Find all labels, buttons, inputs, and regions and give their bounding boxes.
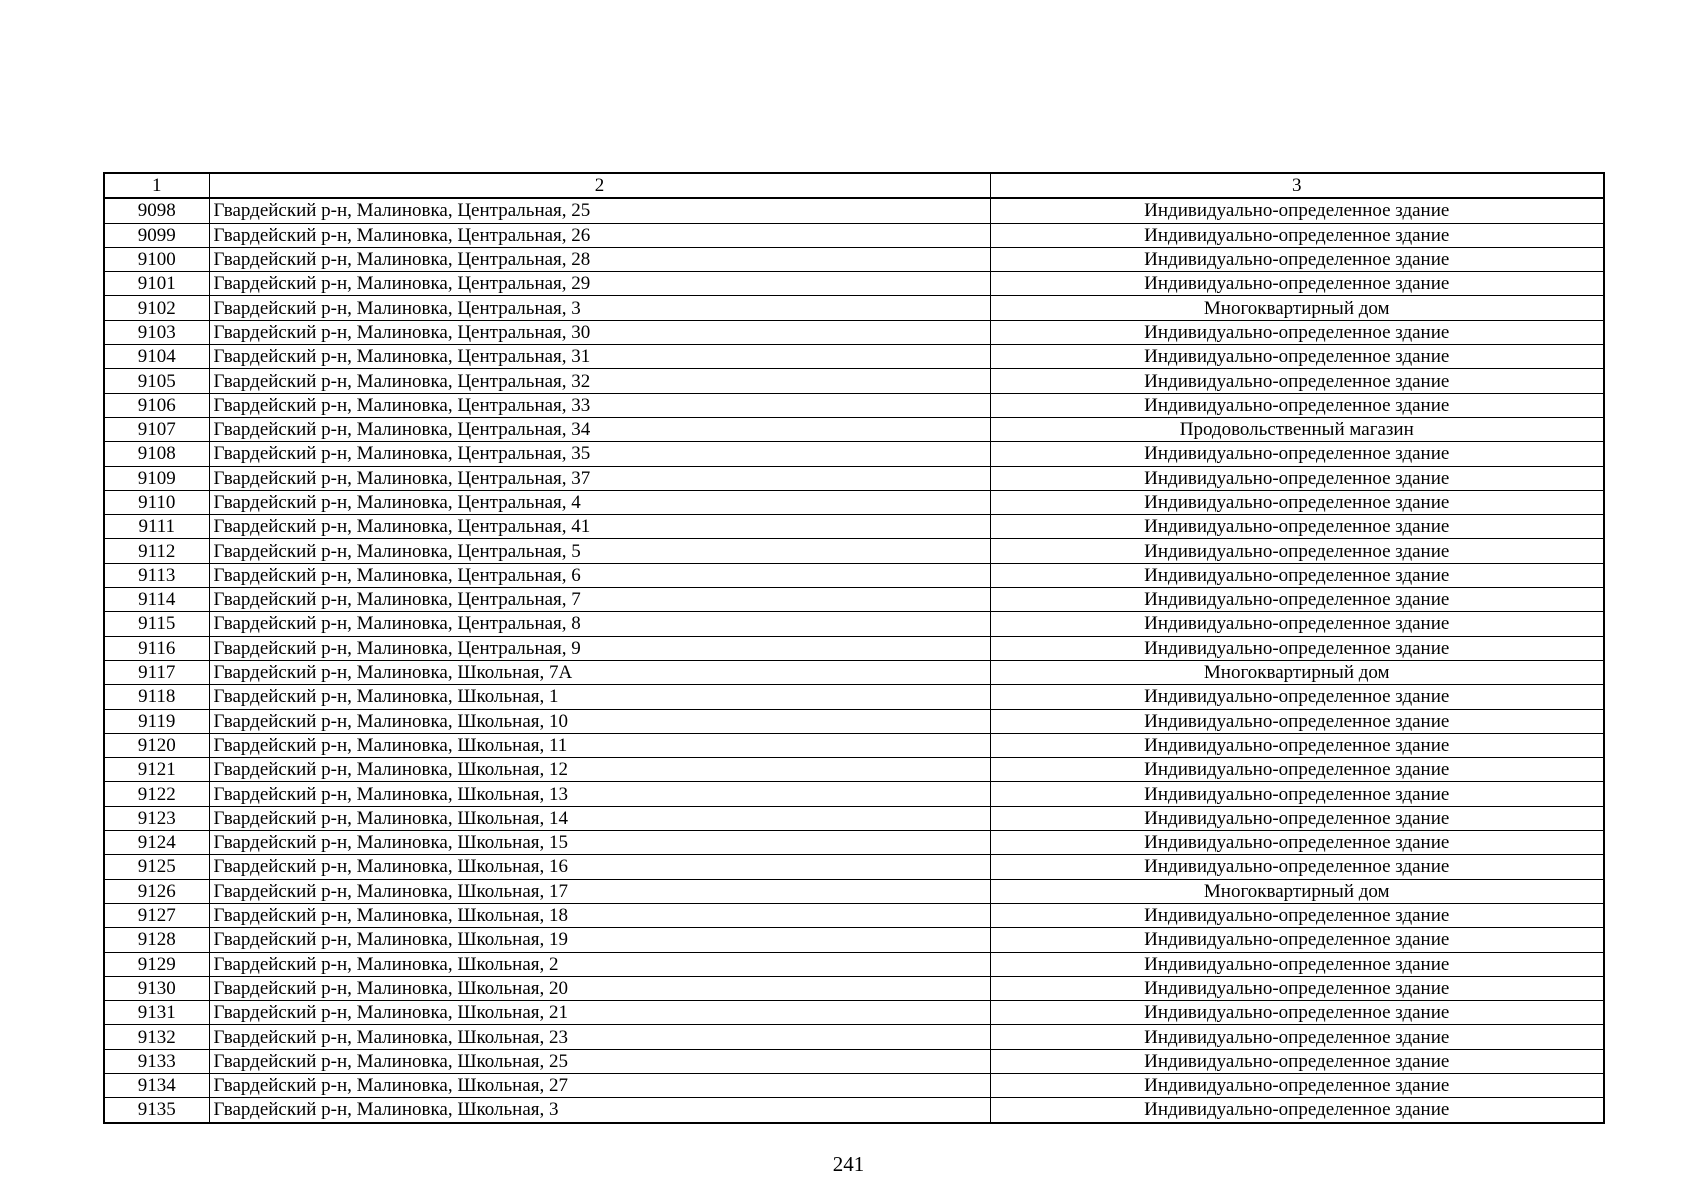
table-row [104, 223, 1604, 247]
address-cell: Гвардейский р-н, Малиновка, Центральная, 8 [209, 612, 990, 636]
table-row [104, 733, 1604, 757]
table-row [104, 903, 1604, 927]
row-number-cell: 9129 [104, 952, 209, 976]
address-cell: Гвардейский р-н, Малиновка, Школьная, 17 [209, 879, 990, 903]
row-number-cell: 9126 [104, 879, 209, 903]
address-cell: Гвардейский р-н, Малиновка, Школьная, 10 [209, 709, 990, 733]
address-cell: Гвардейский р-н, Малиновка, Центральная, 25 [209, 198, 990, 223]
address-cell: Гвардейский р-н, Малиновка, Школьная, 14 [209, 806, 990, 830]
object-type-cell: Индивидуально-определенное здание [990, 952, 1604, 976]
object-type-cell: Индивидуально-определенное здание [990, 733, 1604, 757]
address-cell: Гвардейский р-н, Малиновка, Центральная, 33 [209, 393, 990, 417]
object-type-cell: Индивидуально-определенное здание [990, 1098, 1604, 1123]
address-cell: Гвардейский р-н, Малиновка, Школьная, 21 [209, 1001, 990, 1025]
address-cell: Гвардейский р-н, Малиновка, Центральная, 29 [209, 272, 990, 296]
object-type-cell: Индивидуально-определенное здание [990, 1001, 1604, 1025]
address-cell: Гвардейский р-н, Малиновка, Центральная, 35 [209, 442, 990, 466]
table-row [104, 1025, 1604, 1049]
table-row [104, 272, 1604, 296]
address-cell: Гвардейский р-н, Малиновка, Центральная, 31 [209, 345, 990, 369]
object-type-cell: Индивидуально-определенное здание [990, 272, 1604, 296]
object-type-cell: Индивидуально-определенное здание [990, 806, 1604, 830]
column-header-number: 1 [104, 173, 209, 198]
row-number-cell: 9105 [104, 369, 209, 393]
object-type-cell: Индивидуально-определенное здание [990, 588, 1604, 612]
row-number-cell: 9112 [104, 539, 209, 563]
table-row [104, 393, 1604, 417]
address-cell: Гвардейский р-н, Малиновка, Школьная, 23 [209, 1025, 990, 1049]
table-row [104, 636, 1604, 660]
table-row [104, 1073, 1604, 1097]
object-type-cell: Многоквартирный дом [990, 660, 1604, 684]
object-type-cell: Продовольственный магазин [990, 417, 1604, 441]
address-cell: Гвардейский р-н, Малиновка, Центральная, 5 [209, 539, 990, 563]
row-number-cell: 9103 [104, 320, 209, 344]
address-cell: Гвардейский р-н, Малиновка, Школьная, 20 [209, 976, 990, 1000]
table-row [104, 1049, 1604, 1073]
object-type-cell: Индивидуально-определенное здание [990, 1025, 1604, 1049]
table-row [104, 928, 1604, 952]
row-number-cell: 9128 [104, 928, 209, 952]
row-number-cell: 9122 [104, 782, 209, 806]
row-number-cell: 9099 [104, 223, 209, 247]
row-number-cell: 9130 [104, 976, 209, 1000]
table-row [104, 198, 1604, 223]
address-cell: Гвардейский р-н, Малиновка, Центральная, 3 [209, 296, 990, 320]
table-row [104, 952, 1604, 976]
table-row [104, 806, 1604, 830]
table-row [104, 855, 1604, 879]
address-cell: Гвардейский р-н, Малиновка, Школьная, 3 [209, 1098, 990, 1123]
address-cell: Гвардейский р-н, Малиновка, Центральная, 37 [209, 466, 990, 490]
row-number-cell: 9113 [104, 563, 209, 587]
address-cell: Гвардейский р-н, Малиновка, Школьная, 25 [209, 1049, 990, 1073]
row-number-cell: 9116 [104, 636, 209, 660]
row-number-cell: 9114 [104, 588, 209, 612]
table-row [104, 417, 1604, 441]
row-number-cell: 9098 [104, 198, 209, 223]
table-header [104, 173, 1604, 198]
object-type-cell: Индивидуально-определенное здание [990, 831, 1604, 855]
object-type-cell: Индивидуально-определенное здание [990, 442, 1604, 466]
address-cell: Гвардейский р-н, Малиновка, Школьная, 27 [209, 1073, 990, 1097]
row-number-cell: 9108 [104, 442, 209, 466]
row-number-cell: 9110 [104, 490, 209, 514]
object-type-cell: Многоквартирный дом [990, 296, 1604, 320]
object-type-cell: Индивидуально-определенное здание [990, 247, 1604, 271]
table-row [104, 345, 1604, 369]
row-number-cell: 9120 [104, 733, 209, 757]
table-row [104, 563, 1604, 587]
address-cell: Гвардейский р-н, Малиновка, Центральная, 9 [209, 636, 990, 660]
address-cell: Гвардейский р-н, Малиновка, Школьная, 1 [209, 685, 990, 709]
address-cell: Гвардейский р-н, Малиновка, Школьная, 13 [209, 782, 990, 806]
table-row [104, 758, 1604, 782]
table-body [104, 198, 1604, 1122]
object-type-cell: Индивидуально-определенное здание [990, 515, 1604, 539]
table-row [104, 1001, 1604, 1025]
object-type-cell: Индивидуально-определенное здание [990, 636, 1604, 660]
table-row [104, 247, 1604, 271]
row-number-cell: 9127 [104, 903, 209, 927]
row-number-cell: 9119 [104, 709, 209, 733]
column-header-address: 2 [209, 173, 990, 198]
table-row [104, 782, 1604, 806]
address-cell: Гвардейский р-н, Малиновка, Центральная, 34 [209, 417, 990, 441]
column-header-type: 3 [990, 173, 1604, 198]
row-number-cell: 9134 [104, 1073, 209, 1097]
object-type-cell: Индивидуально-определенное здание [990, 539, 1604, 563]
header-row [104, 173, 1604, 198]
row-number-cell: 9132 [104, 1025, 209, 1049]
object-type-cell: Индивидуально-определенное здание [990, 782, 1604, 806]
object-type-cell: Индивидуально-определенное здание [990, 198, 1604, 223]
row-number-cell: 9111 [104, 515, 209, 539]
row-number-cell: 9124 [104, 831, 209, 855]
address-cell: Гвардейский р-н, Малиновка, Центральная, 6 [209, 563, 990, 587]
address-cell: Гвардейский р-н, Малиновка, Центральная, 28 [209, 247, 990, 271]
object-type-cell: Индивидуально-определенное здание [990, 345, 1604, 369]
address-cell: Гвардейский р-н, Малиновка, Школьная, 15 [209, 831, 990, 855]
object-type-cell: Индивидуально-определенное здание [990, 1073, 1604, 1097]
row-number-cell: 9131 [104, 1001, 209, 1025]
object-type-cell: Индивидуально-определенное здание [990, 490, 1604, 514]
table-row [104, 539, 1604, 563]
table-row [104, 709, 1604, 733]
registry-table [103, 172, 1605, 1124]
address-cell: Гвардейский р-н, Малиновка, Центральная, 7 [209, 588, 990, 612]
object-type-cell: Индивидуально-определенное здание [990, 369, 1604, 393]
row-number-cell: 9101 [104, 272, 209, 296]
object-type-cell: Индивидуально-определенное здание [990, 903, 1604, 927]
address-cell: Гвардейский р-н, Малиновка, Школьная, 18 [209, 903, 990, 927]
table-row [104, 612, 1604, 636]
table-row [104, 466, 1604, 490]
table-row [104, 515, 1604, 539]
object-type-cell: Индивидуально-определенное здание [990, 393, 1604, 417]
address-cell: Гвардейский р-н, Малиновка, Школьная, 19 [209, 928, 990, 952]
row-number-cell: 9115 [104, 612, 209, 636]
row-number-cell: 9121 [104, 758, 209, 782]
object-type-cell: Индивидуально-определенное здание [990, 320, 1604, 344]
table-row [104, 588, 1604, 612]
row-number-cell: 9135 [104, 1098, 209, 1123]
table-row [104, 660, 1604, 684]
object-type-cell: Индивидуально-определенное здание [990, 612, 1604, 636]
address-cell: Гвардейский р-н, Малиновка, Центральная, 32 [209, 369, 990, 393]
object-type-cell: Индивидуально-определенное здание [990, 709, 1604, 733]
row-number-cell: 9125 [104, 855, 209, 879]
table-row [104, 490, 1604, 514]
object-type-cell: Многоквартирный дом [990, 879, 1604, 903]
row-number-cell: 9118 [104, 685, 209, 709]
row-number-cell: 9117 [104, 660, 209, 684]
object-type-cell: Индивидуально-определенное здание [990, 563, 1604, 587]
object-type-cell: Индивидуально-определенное здание [990, 223, 1604, 247]
row-number-cell: 9104 [104, 345, 209, 369]
table-row [104, 1098, 1604, 1123]
address-cell: Гвардейский р-н, Малиновка, Школьная, 2 [209, 952, 990, 976]
table-row [104, 320, 1604, 344]
object-type-cell: Индивидуально-определенное здание [990, 758, 1604, 782]
row-number-cell: 9133 [104, 1049, 209, 1073]
address-cell: Гвардейский р-н, Малиновка, Школьная, 11 [209, 733, 990, 757]
address-cell: Гвардейский р-н, Малиновка, Школьная, 12 [209, 758, 990, 782]
table-row [104, 296, 1604, 320]
address-cell: Гвардейский р-н, Малиновка, Центральная, 30 [209, 320, 990, 344]
row-number-cell: 9106 [104, 393, 209, 417]
row-number-cell: 9100 [104, 247, 209, 271]
address-cell: Гвардейский р-н, Малиновка, Центральная, 26 [209, 223, 990, 247]
object-type-cell: Индивидуально-определенное здание [990, 928, 1604, 952]
address-cell: Гвардейский р-н, Малиновка, Школьная, 16 [209, 855, 990, 879]
row-number-cell: 9102 [104, 296, 209, 320]
address-cell: Гвардейский р-н, Малиновка, Центральная, 41 [209, 515, 990, 539]
object-type-cell: Индивидуально-определенное здание [990, 855, 1604, 879]
object-type-cell: Индивидуально-определенное здание [990, 685, 1604, 709]
table-row [104, 442, 1604, 466]
table-row [104, 685, 1604, 709]
object-type-cell: Индивидуально-определенное здание [990, 466, 1604, 490]
table-row [104, 879, 1604, 903]
address-cell: Гвардейский р-н, Малиновка, Школьная, 7А [209, 660, 990, 684]
table-row [104, 831, 1604, 855]
table-row [104, 976, 1604, 1000]
row-number-cell: 9107 [104, 417, 209, 441]
row-number-cell: 9109 [104, 466, 209, 490]
row-number-cell: 9123 [104, 806, 209, 830]
object-type-cell: Индивидуально-определенное здание [990, 976, 1604, 1000]
table-row [104, 369, 1604, 393]
address-cell: Гвардейский р-н, Малиновка, Центральная, 4 [209, 490, 990, 514]
object-type-cell: Индивидуально-определенное здание [990, 1049, 1604, 1073]
page-number: 241 [832, 1152, 865, 1176]
